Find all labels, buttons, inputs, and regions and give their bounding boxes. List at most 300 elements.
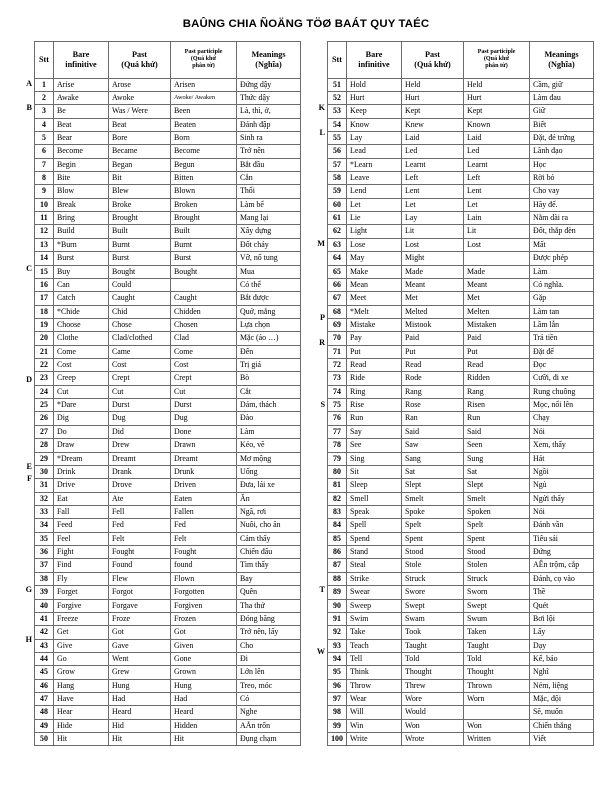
verb-meaning: Đứng [530, 546, 594, 559]
verb-bare-infinitive: Choose [54, 318, 109, 331]
alphabet-marker-empty [20, 671, 34, 683]
verb-past: Would [402, 706, 464, 719]
alphabet-marker-empty [313, 362, 327, 374]
verb-meaning: Đặt để [530, 345, 594, 358]
table-row [328, 546, 594, 559]
verb-number: 8 [35, 172, 54, 185]
verb-past: Bore [109, 131, 171, 144]
alphabet-marker-empty [313, 448, 327, 460]
verb-past: Read [402, 359, 464, 372]
verb-meaning: Tiêu sải [530, 532, 594, 545]
verb-past: Sat [402, 465, 464, 478]
verb-past: Put [402, 345, 464, 358]
verb-bare-infinitive: Sit [347, 465, 402, 478]
table-row [328, 198, 594, 211]
verb-bare-infinitive: Mean [347, 278, 402, 291]
verb-past-participle: Cut [171, 385, 237, 398]
verb-meaning: Ăn [237, 492, 301, 505]
verb-number: 53 [328, 105, 347, 118]
verb-past-participle: Lain [464, 212, 530, 225]
alphabet-marker-empty [20, 127, 34, 139]
table-row [328, 439, 594, 452]
verb-past: Became [109, 145, 171, 158]
verb-number: 57 [328, 158, 347, 171]
table-row [35, 265, 301, 278]
table-row [35, 372, 301, 385]
verb-number: 55 [328, 131, 347, 144]
header-meanings-line1: Meanings [251, 50, 286, 60]
verb-meaning: Dạy [530, 639, 594, 652]
verb-past-participle [171, 278, 237, 291]
verb-number: 80 [328, 465, 347, 478]
verb-past-participle: Burnt [171, 238, 237, 251]
alphabet-marker-empty [313, 78, 327, 90]
verb-past: Lost [402, 238, 464, 251]
verb-past-participle: Drunk [171, 465, 237, 478]
verb-number: 63 [328, 238, 347, 251]
verb-past: Fought [109, 546, 171, 559]
verb-past-participle: Sat [464, 465, 530, 478]
verb-past: Forgave [109, 599, 171, 612]
alphabet-marker-empty [313, 139, 327, 151]
verb-number: 5 [35, 131, 54, 144]
verb-past: Beat [109, 118, 171, 131]
verb-bare-infinitive: Sweep [347, 599, 402, 612]
verb-number: 35 [35, 532, 54, 545]
table-row [35, 519, 301, 532]
verb-past: Grew [109, 666, 171, 679]
verb-past: Brought [109, 212, 171, 225]
table-row [328, 559, 594, 572]
alphabet-marker-empty [20, 547, 34, 559]
verb-number: 47 [35, 693, 54, 706]
header-bare-infinitive [54, 42, 109, 79]
verb-meaning: Kể, bảo [530, 652, 594, 665]
verb-past: Hung [109, 679, 171, 692]
left-table-body [35, 78, 301, 746]
verb-number: 84 [328, 519, 347, 532]
verb-bare-infinitive: Swim [347, 612, 402, 625]
table-row [35, 225, 301, 238]
alphabet-marker-empty [313, 152, 327, 164]
verb-past-participle: Risen [464, 399, 530, 412]
verb-number: 79 [328, 452, 347, 465]
verb-meaning: Mơ mộng [237, 452, 301, 465]
verb-bare-infinitive: Drink [54, 465, 109, 478]
header-bare-line1: Bare [72, 50, 90, 60]
verb-number: 14 [35, 252, 54, 265]
table-row [35, 465, 301, 478]
verb-meaning: Nằm dài ra [530, 212, 594, 225]
verb-past-participle: Rang [464, 385, 530, 398]
verb-number: 58 [328, 172, 347, 185]
verb-meaning: Đánh đập [237, 118, 301, 131]
table-row [328, 172, 594, 185]
verb-meaning: Vỡ, nổ tung [237, 252, 301, 265]
alphabet-marker-empty [20, 90, 34, 102]
verb-meaning: Mất [530, 238, 594, 251]
verb-number: 26 [35, 412, 54, 425]
verb-past: Froze [109, 612, 171, 625]
verb-past-participle: Swum [464, 612, 530, 625]
alphabet-marker-empty [20, 362, 34, 374]
verb-past: Wore [402, 693, 464, 706]
verb-meaning: AÊn trộm, cắp [530, 559, 594, 572]
table-row [328, 385, 594, 398]
verb-past-participle: Meant [464, 278, 530, 291]
verb-meaning: Bò [237, 372, 301, 385]
verb-meaning: Tìm thấy [237, 559, 301, 572]
verb-bare-infinitive: Speak [347, 506, 402, 519]
table-row [328, 78, 594, 91]
header-past-participle [464, 42, 530, 79]
verb-past-participle: Lent [464, 185, 530, 198]
verb-past-participle: Bitten [171, 172, 237, 185]
verb-past-participle: Driven [171, 479, 237, 492]
verb-past-participle: Bought [171, 265, 237, 278]
verb-bare-infinitive: Hurt [347, 91, 402, 104]
verb-bare-infinitive: Cut [54, 385, 109, 398]
verb-number: 91 [328, 612, 347, 625]
verb-meaning: Quở, mắng [237, 305, 301, 318]
table-row [35, 412, 301, 425]
alphabet-marker-empty [20, 164, 34, 176]
verb-past-participle: Stolen [464, 559, 530, 572]
verb-past-participle: Forgotten [171, 586, 237, 599]
verb-past-participle: Fought [171, 546, 237, 559]
table-row [35, 278, 301, 291]
verb-number: 44 [35, 652, 54, 665]
verb-number: 65 [328, 265, 347, 278]
table-row [328, 345, 594, 358]
verb-past-participle: Blown [171, 185, 237, 198]
alphabet-marker-empty [313, 535, 327, 547]
verb-number: 4 [35, 118, 54, 131]
alphabet-marker-empty [20, 189, 34, 201]
verb-number: 99 [328, 719, 347, 732]
verb-number: 85 [328, 532, 347, 545]
verb-number: 67 [328, 292, 347, 305]
alphabet-marker-empty [313, 189, 327, 201]
verb-number: 33 [35, 506, 54, 519]
alphabet-marker-empty [20, 411, 34, 423]
verb-number: 42 [35, 626, 54, 639]
alphabet-marker-r: R [319, 338, 325, 348]
verb-meaning: Cảm thấy [237, 532, 301, 545]
verb-past: Chose [109, 318, 171, 331]
alphabet-marker-h: H [25, 634, 32, 644]
verb-bare-infinitive: Spend [347, 532, 402, 545]
verb-meaning: Cho [237, 639, 301, 652]
alphabet-marker-empty [20, 399, 34, 411]
verb-past: Swore [402, 586, 464, 599]
table-row [328, 679, 594, 692]
verb-bare-infinitive: Take [347, 626, 402, 639]
verb-past-participle: found [171, 559, 237, 572]
verb-bare-infinitive: Forgive [54, 599, 109, 612]
table-row [328, 131, 594, 144]
verb-bare-infinitive: Blow [54, 185, 109, 198]
verb-number: 30 [35, 465, 54, 478]
verb-past: Left [402, 172, 464, 185]
verb-bare-infinitive: Bear [54, 131, 109, 144]
header-pp-line3: phân từ) [192, 63, 215, 70]
header-past-line2: (Quá khứ) [121, 59, 158, 69]
verb-number: 70 [328, 332, 347, 345]
table-row [35, 572, 301, 585]
verb-meaning: Trả tiền [530, 332, 594, 345]
verb-meaning: Treo, móc [237, 679, 301, 692]
verb-meaning: Làm [237, 425, 301, 438]
alphabet-marker-empty [313, 226, 327, 238]
table-row [328, 238, 594, 251]
verb-past: Saw [402, 439, 464, 452]
verb-number: 73 [328, 372, 347, 385]
verb-meaning: Có thể [237, 278, 301, 291]
verb-number: 16 [35, 278, 54, 291]
alphabet-marker-empty [313, 386, 327, 398]
verb-bare-infinitive: Fall [54, 506, 109, 519]
alphabet-marker-empty [313, 436, 327, 448]
verb-past-participle: Dreamt [171, 452, 237, 465]
verb-bare-infinitive: Buy [54, 265, 109, 278]
verb-meaning: Trở nên, lấy [237, 626, 301, 639]
verb-past: Hid [109, 719, 171, 732]
verb-past-participle: Sung [464, 452, 530, 465]
verb-number: 96 [328, 679, 347, 692]
verb-past-participle: Gone [171, 652, 237, 665]
verb-past: Hurt [402, 91, 464, 104]
verb-number: 32 [35, 492, 54, 505]
table-row [328, 332, 594, 345]
verb-meaning: Cưỡi, đi xe [530, 372, 594, 385]
verb-past: Might [402, 252, 464, 265]
verb-bare-infinitive: Hold [347, 78, 402, 91]
verb-past-participle: Known [464, 118, 530, 131]
verb-past: Threw [402, 679, 464, 692]
table-row [328, 652, 594, 665]
verb-meaning: Rời bỏ [530, 172, 594, 185]
verb-number: 93 [328, 639, 347, 652]
verb-meaning: Bơi lội [530, 612, 594, 625]
header-past-line1: Past [131, 50, 147, 60]
verb-meaning: Quên [237, 586, 301, 599]
verb-past: Caught [109, 292, 171, 305]
verb-past: Clad/clothed [109, 332, 171, 345]
verb-past-participle: Spelt [464, 519, 530, 532]
header-meanings-line1: Meanings [544, 50, 579, 60]
table-row [35, 693, 301, 706]
verb-meaning: Đóng băng [237, 612, 301, 625]
table-row [35, 546, 301, 559]
letter-gutter-header-spacer [313, 41, 327, 78]
verb-bare-infinitive: Keep [347, 105, 402, 118]
table-row [35, 679, 301, 692]
header-meanings [530, 42, 594, 79]
table-row [328, 185, 594, 198]
verb-past: Broke [109, 198, 171, 211]
verb-number: 77 [328, 425, 347, 438]
verb-past-participle: Hit [171, 733, 237, 746]
verb-number: 27 [35, 425, 54, 438]
table-row [328, 519, 594, 532]
verb-number: 37 [35, 559, 54, 572]
verb-number: 34 [35, 519, 54, 532]
verb-past: Swam [402, 612, 464, 625]
verb-bare-infinitive: Draw [54, 439, 109, 452]
alphabet-marker-empty [313, 547, 327, 559]
table-row [328, 693, 594, 706]
verb-bare-infinitive: Smell [347, 492, 402, 505]
alphabet-marker-empty [20, 288, 34, 300]
verb-past-participle: Lost [464, 238, 530, 251]
verb-number: 94 [328, 652, 347, 665]
table-row [328, 572, 594, 585]
table-row [328, 265, 594, 278]
verb-bare-infinitive: Leave [347, 172, 402, 185]
verb-number: 38 [35, 572, 54, 585]
verb-number: 69 [328, 318, 347, 331]
verb-past: Mistook [402, 318, 464, 331]
verb-past: Hit [109, 733, 171, 746]
verb-meaning: Dám, thách [237, 399, 301, 412]
verb-past-participle: Forgiven [171, 599, 237, 612]
verb-past: Was / Were [109, 105, 171, 118]
table-row [35, 238, 301, 251]
verb-past-participle: Drawn [171, 439, 237, 452]
verb-past-participle: Spent [464, 532, 530, 545]
verb-meaning: Thổi [237, 185, 301, 198]
alphabet-marker-empty [313, 411, 327, 423]
header-pp-line2: (Quá khứ [483, 56, 510, 63]
verb-number: 88 [328, 572, 347, 585]
verb-meaning: Uống [237, 465, 301, 478]
alphabet-marker-empty [313, 300, 327, 312]
table-row [328, 372, 594, 385]
table-row [35, 172, 301, 185]
left-letter-gutter [20, 41, 34, 695]
verb-past: Made [402, 265, 464, 278]
alphabet-marker-empty [313, 609, 327, 621]
verb-past: Said [402, 425, 464, 438]
verb-meaning: Cầm, giữ [530, 78, 594, 91]
verb-number: 24 [35, 385, 54, 398]
verb-past: Sang [402, 452, 464, 465]
verb-past: Lit [402, 225, 464, 238]
verb-number: 50 [35, 733, 54, 746]
verb-past-participle: Led [464, 145, 530, 158]
verb-past: Dug [109, 412, 171, 425]
table-row [35, 626, 301, 639]
verb-past: Drew [109, 439, 171, 452]
alphabet-marker-empty [313, 325, 327, 337]
table-row [35, 599, 301, 612]
verb-meaning: Lớn lên [237, 666, 301, 679]
table-row [328, 91, 594, 104]
alphabet-marker-empty [20, 275, 34, 287]
table-row [328, 719, 594, 732]
verb-meaning: Ngửi thấy [530, 492, 594, 505]
table-row [35, 131, 301, 144]
header-bare-line2: infinitive [65, 59, 97, 69]
table-row [35, 78, 301, 91]
verb-meaning: Có [237, 693, 301, 706]
table-row [35, 145, 301, 158]
alphabet-marker-empty [313, 560, 327, 572]
verb-meaning: Nói [530, 506, 594, 519]
table-row [35, 586, 301, 599]
header-past-line1: Past [424, 50, 440, 60]
verb-past-participle: Had [171, 693, 237, 706]
verb-past: Took [402, 626, 464, 639]
table-row [328, 599, 594, 612]
verb-meaning: Đào [237, 412, 301, 425]
verb-meaning: Chạy [530, 412, 594, 425]
verb-number: 74 [328, 385, 347, 398]
alphabet-marker-c: C [26, 263, 32, 273]
verb-meaning: Bắt đầu [237, 158, 301, 171]
verb-meaning: Mặc, đội [530, 693, 594, 706]
header-past [109, 42, 171, 79]
verb-meaning: Đến [237, 345, 301, 358]
verb-bare-infinitive: Clothe [54, 332, 109, 345]
verb-bare-infinitive: Think [347, 666, 402, 679]
verb-bare-infinitive: Will [347, 706, 402, 719]
verb-past-participle: Brought [171, 212, 237, 225]
verb-bare-infinitive: Hide [54, 719, 109, 732]
verb-bare-infinitive: Become [54, 145, 109, 158]
table-row [35, 479, 301, 492]
alphabet-marker-empty [20, 152, 34, 164]
alphabet-marker-empty [20, 646, 34, 658]
verb-bare-infinitive: Say [347, 425, 402, 438]
verb-past-participle: Left [464, 172, 530, 185]
verb-number: 92 [328, 626, 347, 639]
table-row [35, 318, 301, 331]
verb-bare-infinitive: Steal [347, 559, 402, 572]
header-bare-line2: infinitive [358, 59, 390, 69]
verb-bare-infinitive: Awake [54, 91, 109, 104]
verb-number: 12 [35, 225, 54, 238]
table-row [328, 666, 594, 679]
verb-bare-infinitive: Strike [347, 572, 402, 585]
verb-number: 22 [35, 359, 54, 372]
verb-past: Led [402, 145, 464, 158]
table-row [328, 412, 594, 425]
alphabet-marker-empty [20, 560, 34, 572]
verb-number: 31 [35, 479, 54, 492]
verb-past-participle: Taken [464, 626, 530, 639]
verb-past: Dreamt [109, 452, 171, 465]
verb-bare-infinitive: Run [347, 412, 402, 425]
verb-meaning: Làm [530, 265, 594, 278]
verb-past-participle: Made [464, 265, 530, 278]
verb-past-participle: Clad [171, 332, 237, 345]
table-row [328, 278, 594, 291]
alphabet-marker-empty [20, 238, 34, 250]
verb-past: Told [402, 652, 464, 665]
verb-past-participle: Sworn [464, 586, 530, 599]
table-row [35, 492, 301, 505]
verb-number: 36 [35, 546, 54, 559]
verb-meaning: Lựa chọn [237, 318, 301, 331]
verb-bare-infinitive: Freeze [54, 612, 109, 625]
verb-past: Ran [402, 412, 464, 425]
verb-bare-infinitive: *Dare [54, 399, 109, 412]
verb-number: 54 [328, 118, 347, 131]
verb-past-participle: Mistaken [464, 318, 530, 331]
alphabet-marker-empty [20, 609, 34, 621]
